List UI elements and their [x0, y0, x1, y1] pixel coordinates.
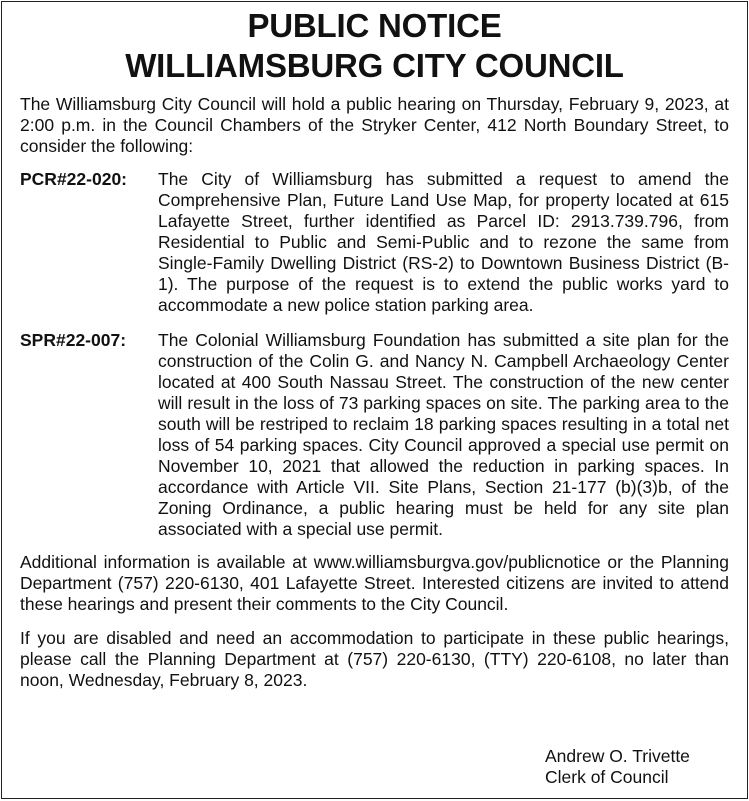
notice-title: PUBLIC NOTICE [247, 7, 502, 44]
signature-block [545, 746, 690, 788]
additional-info-paragraph: Additional information is available at www.williamsburgva.gov/publicnotice or the Planning Department (757) 220-6130, 401 Lafayette Street. Interested citizens are invited to attend these hearings and present their comments to the City Council. [20, 552, 729, 614]
signer-name: Andrew O. Trivette [545, 746, 690, 766]
case-description: The Colonial Williamsburg Foundation has submitted a site plan for the construction of the Colin G. and Nancy N. Campbell Archaeology Center located at 400 South Nassau Street. The construction of the new center will result in the loss of 73 parking spaces on site. The parking area to the south will be restriped to reclaim 18 parking spaces resulting in a total net loss of 54 parking spaces. City Council approved a special use permit on November 10, 2021 that allowed the reduction in parking spaces. In accordance with Article VII. Site Plans, Section 21-177 (b)(3)b, of the Zoning Ordinance, a public hearing must be held for any site plan associated with a special use permit. [158, 330, 729, 539]
case-item [20, 330, 729, 540]
intro-paragraph: The Williamsburg City Council will hold a public hearing on Thursday, February 9, 2023, at 2:00 p.m. in the Council Chambers of the Stryker Center, 412 North Boundary Street, to consider the following: [20, 94, 729, 156]
case-id: SPR#22-007: [20, 330, 127, 350]
notice-subtitle: WILLIAMSBURG CITY COUNCIL [125, 47, 624, 84]
public-notice [1, 1, 748, 799]
notice-heading [20, 6, 729, 86]
case-id: PCR#22-020: [20, 169, 127, 189]
accommodation-paragraph: If you are disabled and need an accommodation to participate in these public hearings, please call the Planning Department at (757) 220-6130, (TTY) 220-6108, no later than noon, Wednesday, February 8, 2023. [20, 628, 729, 690]
signer-title: Clerk of Council [545, 767, 669, 787]
case-item [20, 169, 729, 316]
case-description: The City of Williamsburg has submitted a request to amend the Comprehensive Plan, Future Land Use Map, for property located at 615 Lafayette Street, further identified as Parcel ID: 2913.739.796, from Residential to Public and Semi-Public and to rezone the same from Single-Family Dwelling District (RS-2) to Downtown Business District (B-1). The purpose of the request is to extend the public works yard to accommodate a new police station parking area. [158, 169, 729, 315]
